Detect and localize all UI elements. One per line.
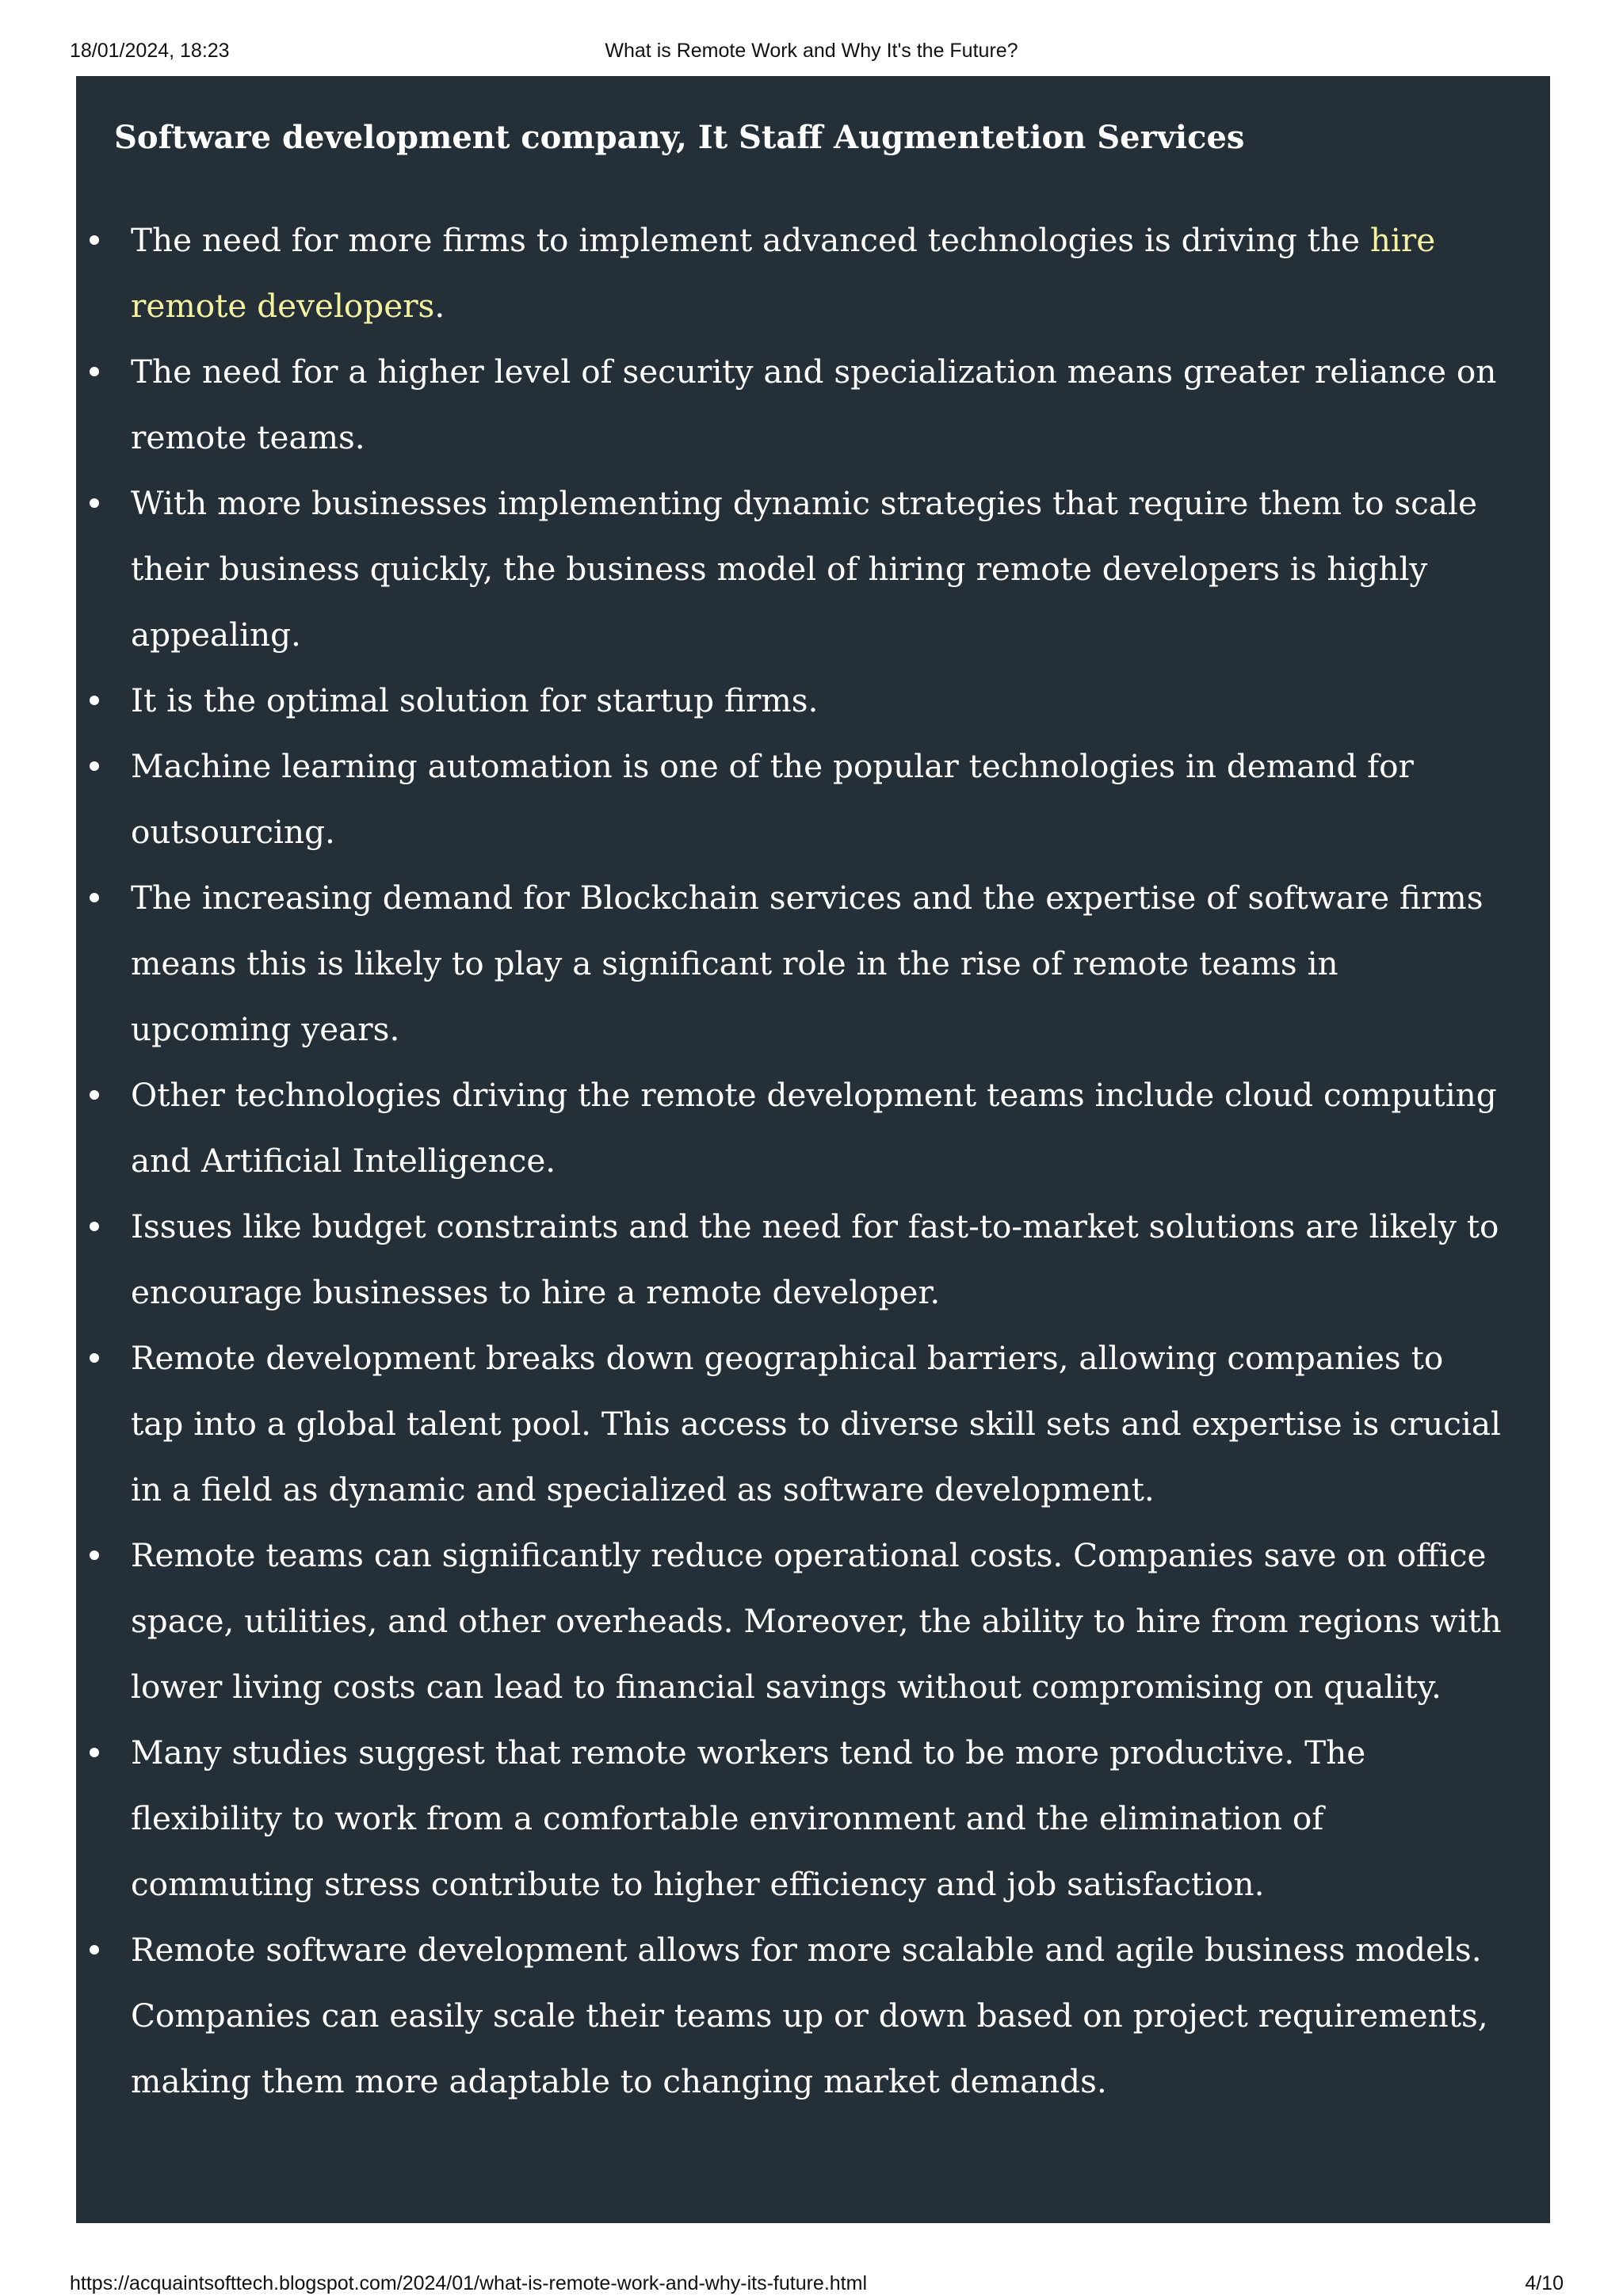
list-item-text: Other technologies driving the remote development teams include cloud computing and Artificial Intelligence. (131, 1076, 1497, 1180)
bullet-list (131, 208, 1506, 2115)
list-item (131, 734, 1506, 865)
bullet-dot-icon (90, 761, 99, 771)
bullet-dot-icon (90, 893, 99, 902)
bullet-dot-icon (90, 235, 99, 245)
bullet-dot-icon (90, 1550, 99, 1560)
list-item-text: The need for more firms to implement advanced technologies is driving the (131, 221, 1370, 259)
print-page-title: What is Remote Work and Why It's the Future? (605, 40, 1018, 62)
list-item (131, 208, 1506, 339)
list-item-text: Issues like budget constraints and the need for fast-to-market solutions are likely to encourage businesses to hire a remote developer. (131, 1207, 1499, 1311)
list-item (131, 1917, 1506, 2115)
list-item-text: The increasing demand for Blockchain services and the expertise of software firms means this is likely to play a significant role in the rise of remote teams in upcoming years. (131, 879, 1484, 1048)
list-item (131, 1062, 1506, 1194)
bullet-dot-icon (90, 1090, 99, 1100)
bullet-dot-icon (90, 498, 99, 508)
list-item (131, 339, 1506, 471)
print-footer (0, 2272, 1623, 2296)
bullet-dot-icon (90, 1945, 99, 1955)
list-item-text-end: . (434, 287, 445, 325)
list-item (131, 1720, 1506, 1917)
bullet-dot-icon (90, 1222, 99, 1231)
list-item-text: Remote teams can significantly reduce operational costs. Companies save on office space, utilities, and other overheads. Moreover, the ability to hire from regions with lower living costs can lead to financial savings without compromising on quality. (131, 1536, 1502, 1706)
list-item-text: It is the optimal solution for startup firms. (131, 681, 819, 719)
print-page-number: 4/10 (1525, 2272, 1564, 2294)
bullet-dot-icon (90, 1353, 99, 1363)
list-item-text: Many studies suggest that remote workers tend to be more productive. The flexibility to work from a comfortable environment and the elimination of commuting stress contribute to higher efficiency and job satisfaction. (131, 1733, 1366, 1903)
bullet-dot-icon (90, 367, 99, 376)
section-title: Software development company, It Staff Augmentetion Services (114, 119, 1245, 156)
list-item (131, 668, 1506, 734)
list-item-text: Remote software development allows for more scalable and agile business models. Companies can easily scale their teams up or down based on project requirements, making them more adaptable to changing market demands. (131, 1931, 1488, 2100)
list-item-text: Machine learning automation is one of the popular technologies in demand for outsourcing. (131, 747, 1414, 851)
list-item-text: The need for a higher level of security and specialization means greater reliance on remote teams. (131, 353, 1497, 456)
print-datetime: 18/01/2024, 18:23 (70, 40, 230, 62)
print-header (0, 40, 1623, 71)
list-item (131, 865, 1506, 1062)
list-item-text: Remote development breaks down geographical barriers, allowing companies to tap into a global talent pool. This access to diverse skill sets and expertise is crucial in a field as dynamic and specialized as software development. (131, 1339, 1501, 1508)
list-item (131, 1325, 1506, 1523)
bullet-dot-icon (90, 1748, 99, 1757)
print-url: https://acquaintsofttech.blogspot.com/2024/01/what-is-remote-work-and-why-its-future.html (70, 2272, 868, 2294)
list-item (131, 1194, 1506, 1325)
hire-remote-developers-link[interactable]: hire remote developers (131, 221, 1436, 325)
list-item-text: With more businesses implementing dynamic strategies that require them to scale their business quickly, the business model of hiring remote developers is highly appealing. (131, 484, 1477, 654)
bullet-dot-icon (90, 696, 99, 705)
list-item (131, 471, 1506, 668)
list-item (131, 1523, 1506, 1720)
